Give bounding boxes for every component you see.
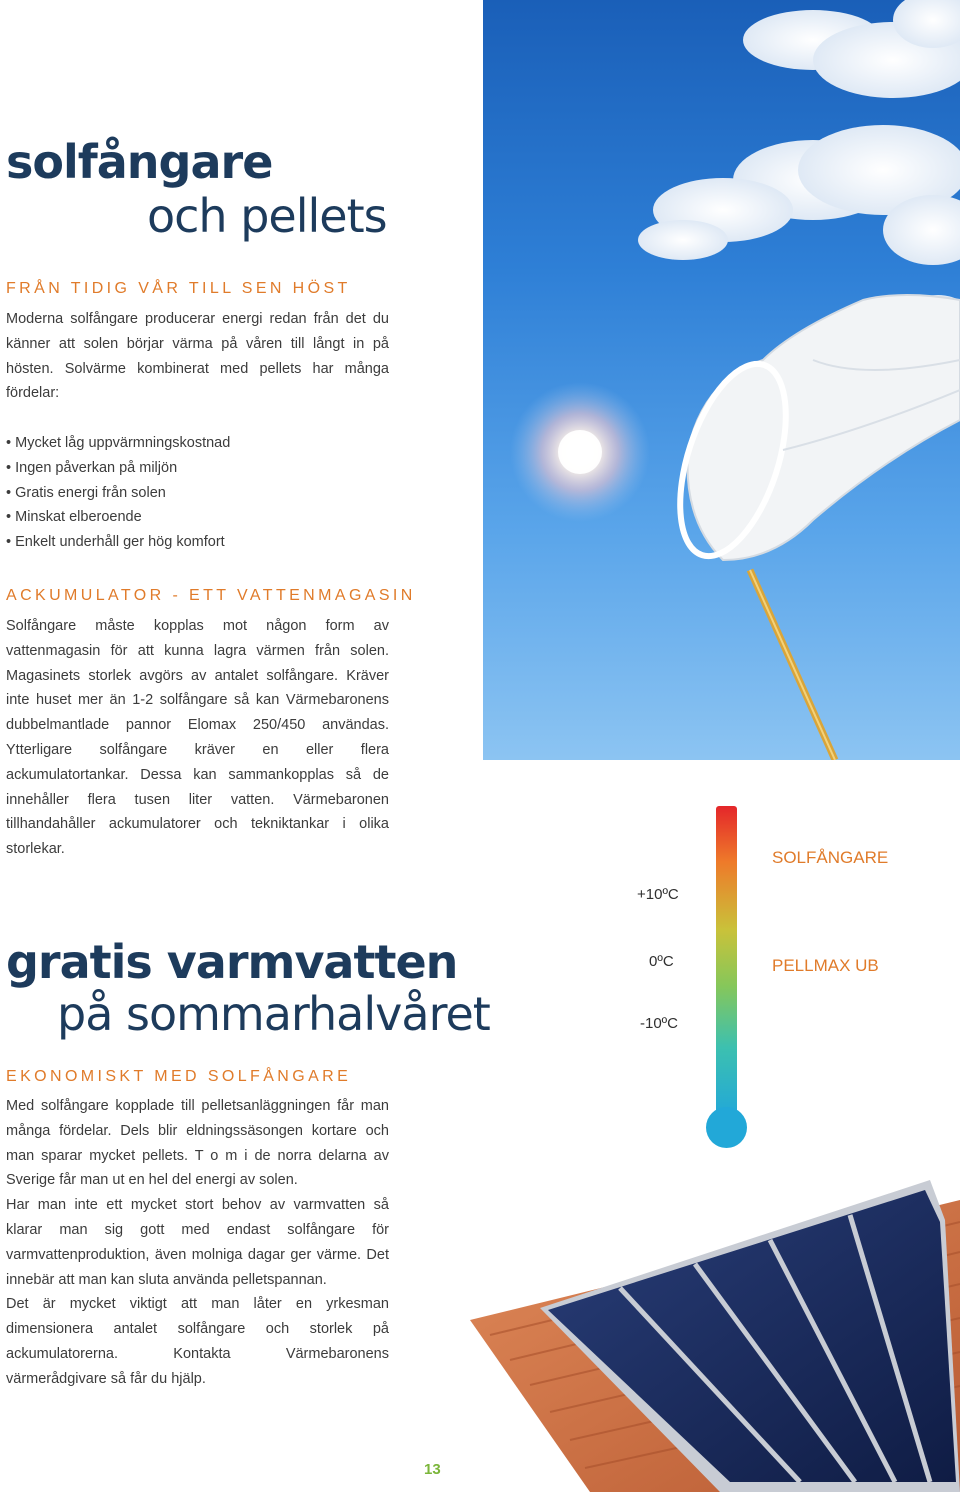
section3-text [6,1094,389,1392]
paragraph: Med solfångare kopplade till pelletsanläggningen får man många fördelar. Dels blir eldningssäsongen kortare och man sparar mycket pellets. T o m i de norra delarna av Sverige får man ut en hel del energi av solen. [6,1098,389,1189]
section-title-line2: på sommarhalvåret [57,987,490,1041]
benefits-list [6,431,230,555]
section1-subtitle: FRÅN TIDIG VÅR TILL SEN HÖST [6,280,351,297]
pellmax-label: PELLMAX UB [772,956,879,975]
clouds [638,0,960,345]
sky-illustration [483,0,960,760]
temp-plus-label: +10ºC [637,886,679,903]
list-item: • Gratis energi från solen [6,481,230,506]
paragraph: Det är mycket viktigt att man låter en yrkesman dimensionera antalet solfångare och storlek på ackumulatorerna. Kontakta Värmebaronens värmerådgivare så får du hjälp. [6,1296,389,1387]
list-item: • Mycket låg uppvärmningskostnad [6,431,230,456]
page-title-line1: solfångare [6,135,273,189]
roof-solar-photo [470,1160,960,1492]
page-title-line2: och pellets [147,189,387,243]
paragraph: Har man inte ett mycket stort behov av varmvatten så klarar man sig gott med endast solfångare för varmvattenproduktion, även molniga dagar ger värme. Det innebär att man kan sluta använda pelletspannan. [6,1197,389,1288]
section1-text: Moderna solfångare producerar energi redan från det du känner att solen börjar värma på våren till långt in på hösten. Solvärme kombinerat med pellets har många fördelar: [6,311,389,402]
net-bag [687,295,960,560]
sky-photo [483,0,960,760]
section-title-line1: gratis varmvatten [6,935,458,989]
list-item: • Minskat elberoende [6,505,230,530]
roof-illustration [470,1160,960,1492]
page-number: 13 [424,1461,441,1478]
thermometer-bulb [706,1107,747,1148]
section2-subtitle: ACKUMULATOR - ETT VATTENMAGASIN [6,587,416,604]
section3-subtitle: EKONOMISKT MED SOLFÅNGARE [6,1068,352,1085]
section2-text: Solfångare måste kopplas mot någon form av vattenmagasin för att kunna lagra värmen från solen. Magasinets storlek avgörs av antalet solfångare. Kräver inte huset mer än 1-2 solfångare så kan Värmebaronens dubbelmantlade pannor Elomax 250/450 användas. Ytterligare solfångare kräver en eller flera ackumulatortankar. Dessa kan sammankopplas så de innehåller flera tusen liter vatten. Värmebaronen tillhandahåller ackumulatorer och tekniktankar i olika storlekar. [6,618,389,858]
solfangare-label: SOLFÅNGARE [772,848,889,867]
thermometer-bar [716,806,737,1116]
temp-zero-label: 0ºC [649,953,674,970]
temp-minus-label: -10ºC [640,1015,678,1032]
list-item: • Enkelt underhåll ger hög komfort [6,530,230,555]
list-item: • Ingen påverkan på miljön [6,456,230,481]
